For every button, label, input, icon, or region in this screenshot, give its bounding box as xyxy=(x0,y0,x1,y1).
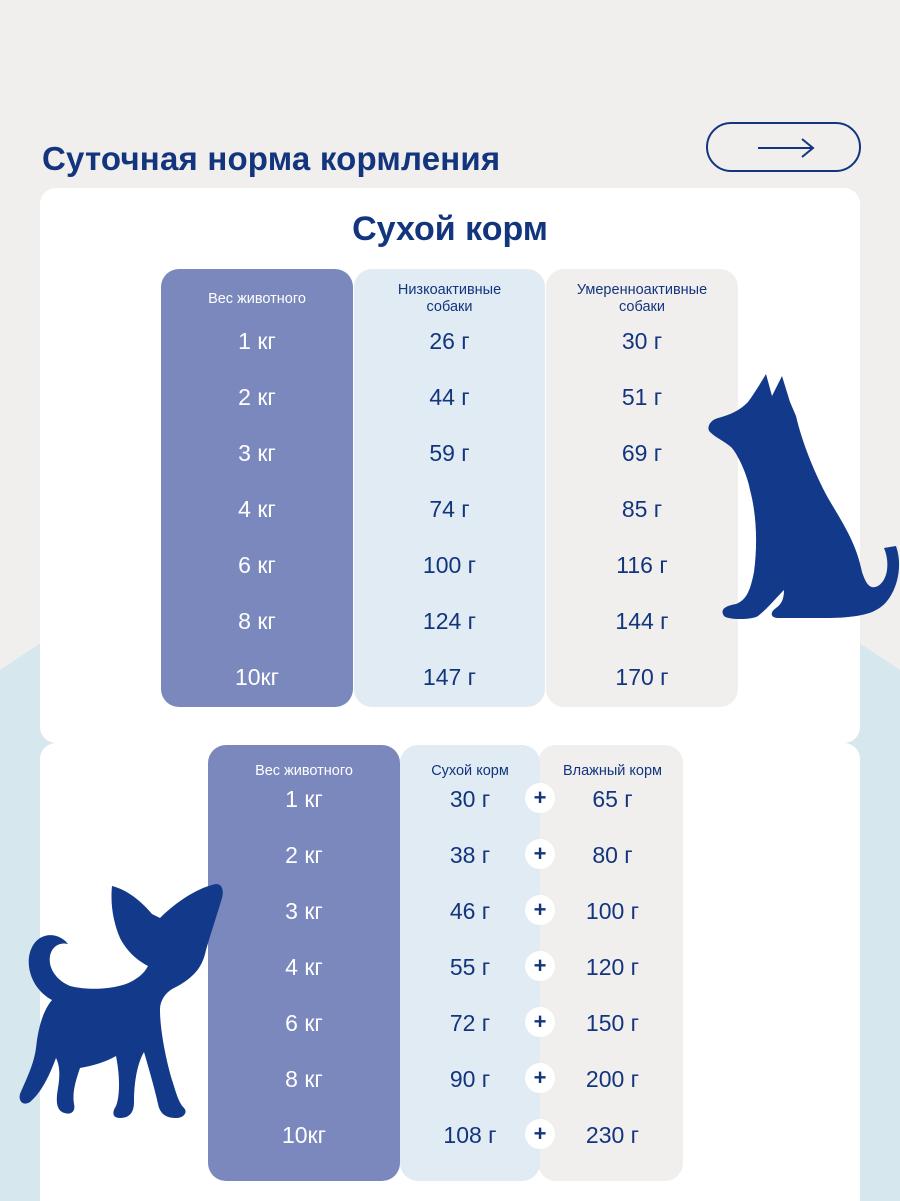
plus-icon: + xyxy=(525,1063,555,1093)
wet-food-cell: 200 г xyxy=(585,1066,640,1092)
wet-food-cell: 230 г xyxy=(585,1122,640,1148)
weight-column xyxy=(161,269,353,707)
weight-cell: 2 кг xyxy=(238,384,276,410)
column-header-dry-food: Сухой корм xyxy=(431,763,509,779)
next-button[interactable] xyxy=(706,122,861,172)
column-header-low-activity: Низкоактивные собаки xyxy=(397,282,502,315)
wet-food-cell: 120 г xyxy=(585,954,640,980)
weight-cell: 2 кг xyxy=(285,842,323,868)
low-activity-cell: 147 г xyxy=(422,664,477,690)
wet-food-cell: 65 г xyxy=(592,786,633,812)
moderate-activity-cell: 144 г xyxy=(615,608,669,634)
dry-food-cell: 30 г xyxy=(449,786,491,812)
wet-food-cell: 80 г xyxy=(592,842,633,868)
moderate-activity-cell: 85 г xyxy=(621,496,663,522)
moderate-activity-cell: 30 г xyxy=(621,328,663,354)
page-title: Суточная норма кормления xyxy=(42,140,501,177)
dry-food-cell: 46 г xyxy=(449,898,491,924)
dry-food-column xyxy=(400,745,540,1181)
weight-cell: 6 кг xyxy=(238,552,276,578)
sitting-dog-illustration xyxy=(706,372,900,622)
dry-food-cell: 55 г xyxy=(449,954,491,980)
wet-food-cell: 100 г xyxy=(585,898,640,924)
weight-cell: 3 кг xyxy=(238,440,276,466)
low-activity-cell: 124 г xyxy=(422,608,477,634)
low-activity-column xyxy=(354,269,545,707)
low-activity-cell: 59 г xyxy=(429,440,470,466)
moderate-activity-cell: 69 г xyxy=(621,440,663,466)
plus-icon: + xyxy=(525,1007,555,1037)
weight-cell: 4 кг xyxy=(238,496,276,522)
plus-icon: + xyxy=(525,951,555,981)
weight-cell: 1 кг xyxy=(238,328,276,354)
wet-food-cell: 150 г xyxy=(585,1010,640,1036)
plus-icon: + xyxy=(525,1119,555,1149)
weight-cell: 1 кг xyxy=(285,786,323,812)
weight-cell: 10кг xyxy=(234,664,280,690)
column-header-moderate-activity: Умеренноактивные собаки xyxy=(576,282,708,315)
column-header-weight: Вес животного xyxy=(255,763,353,779)
plus-icon: + xyxy=(525,895,555,925)
moderate-activity-cell: 170 г xyxy=(615,664,669,690)
dry-food-cell: 108 г xyxy=(443,1122,497,1148)
dry-food-title: Сухой корм xyxy=(352,210,548,248)
weight-cell: 8 кг xyxy=(285,1066,323,1092)
weight-cell: 4 кг xyxy=(285,954,323,980)
dry-food-cell: 90 г xyxy=(449,1066,491,1092)
low-activity-cell: 26 г xyxy=(429,328,470,354)
moderate-activity-cell: 51 г xyxy=(621,384,663,410)
column-header-weight: Вес животного xyxy=(208,291,306,307)
wet-food-column xyxy=(538,745,683,1181)
column-header-wet-food: Влажный корм xyxy=(562,763,663,779)
weight-cell: 8 кг xyxy=(238,608,276,634)
weight-cell: 10кг xyxy=(281,1122,327,1148)
dry-food-cell: 38 г xyxy=(449,842,491,868)
weight-column xyxy=(208,745,400,1181)
low-activity-cell: 100 г xyxy=(422,552,477,578)
moderate-activity-cell: 116 г xyxy=(616,552,668,578)
arrow-right-icon xyxy=(756,137,816,159)
plus-icon: + xyxy=(525,839,555,869)
plus-icon: + xyxy=(525,783,555,813)
dry-food-cell: 72 г xyxy=(449,1010,491,1036)
low-activity-cell: 44 г xyxy=(429,384,470,410)
weight-cell: 6 кг xyxy=(285,1010,323,1036)
chihuahua-illustration xyxy=(16,880,228,1128)
weight-cell: 3 кг xyxy=(285,898,323,924)
low-activity-cell: 74 г xyxy=(429,496,470,522)
